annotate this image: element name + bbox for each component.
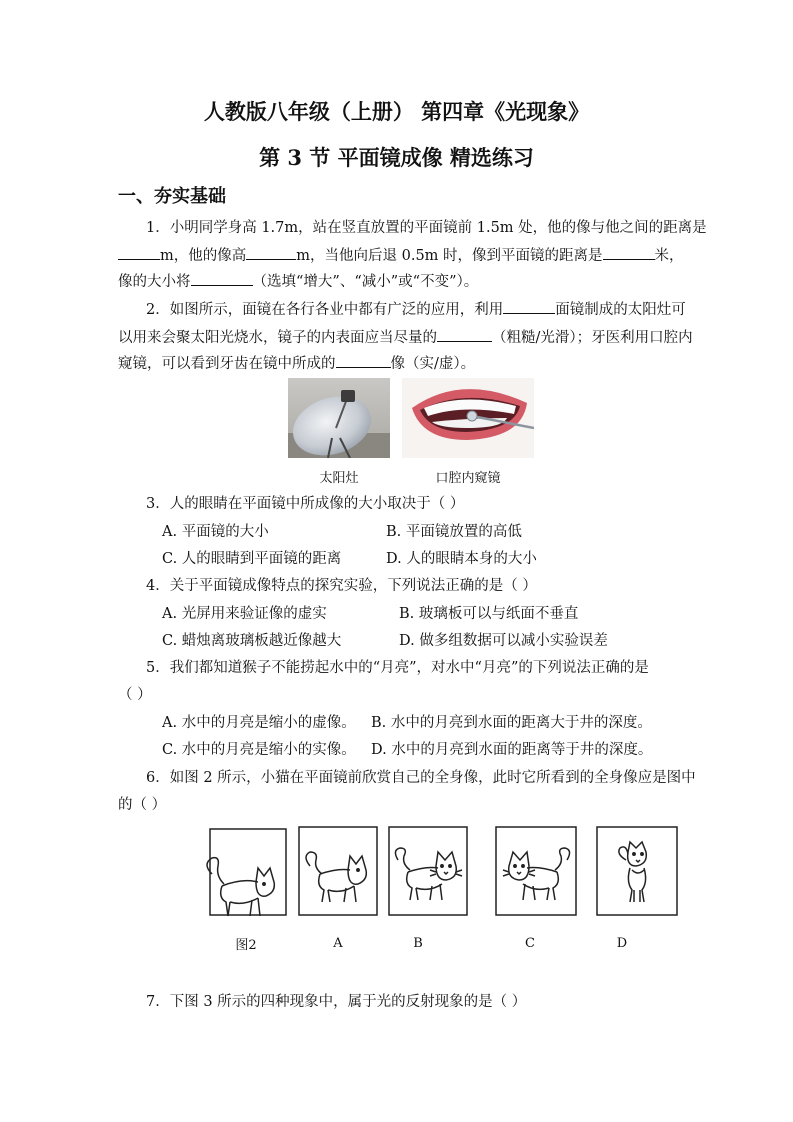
q3-option-d[interactable]: D. 人的眼睛本身的大小 <box>386 551 537 567</box>
q3-option-c[interactable]: C. 人的眼睛到平面镜的距离 <box>162 551 342 567</box>
page-title: 人教版八年级（上册） 第四章《光现象》 <box>203 99 590 124</box>
option-b-image[interactable] <box>388 826 468 918</box>
answer-blank[interactable] <box>437 327 492 342</box>
q3-option-a[interactable]: A. 平面镜的大小 <box>162 524 269 540</box>
q4-option-c[interactable]: C. 蜡烛离玻璃板越近像越大 <box>162 633 342 649</box>
answer-blank[interactable] <box>191 271 253 286</box>
q5-option-d[interactable]: D. 水中的月亮到水面的距离等于井的深度。 <box>371 742 653 758</box>
option-c-label[interactable]: C <box>525 936 535 951</box>
q2-line1: 2．如图所示，面镜在各行各业中都有广泛的应用，利用 面镜制成的太阳灶可 <box>146 298 686 319</box>
option-b-label[interactable]: B <box>413 936 423 951</box>
q2-line2: 以用来会聚太阳光烧水，镜子的内表面应当尽量的 （粗糙/光滑）；牙医利用口腔内 <box>118 326 693 347</box>
option-a-label[interactable]: A <box>333 936 343 951</box>
q7-stem: 7．下图 3 所示的四种现象中，属于光的反射现象的是（ ） <box>146 994 527 1010</box>
q5-stem: 5．我们都知道猴子不能捞起水中的“月亮”，对水中“月亮”的下列说法正确的是 <box>146 660 649 676</box>
q5-stem-bracket: （ ） <box>118 687 152 703</box>
q4-option-b[interactable]: B. 玻璃板可以与纸面不垂直 <box>399 606 579 622</box>
q5-option-b[interactable]: B. 水中的月亮到水面的距离大于井的深度。 <box>371 715 652 731</box>
answer-blank[interactable] <box>118 245 160 260</box>
q5-option-a[interactable]: A. 水中的月亮是缩小的虚像。 <box>162 715 356 731</box>
answer-blank[interactable] <box>336 353 391 368</box>
q5-option-c[interactable]: C. 水中的月亮是缩小的实像。 <box>162 742 356 758</box>
q3-stem: 3．人的眼睛在平面镜中所成像的大小取决于（ ） <box>146 496 465 512</box>
answer-blank[interactable] <box>246 245 296 260</box>
option-d-label[interactable]: D <box>616 936 628 951</box>
figure2-label: 图2 <box>235 938 257 953</box>
q1-line3: 像的大小将 （选填“增大”、“减小”或“不变”）。 <box>118 270 478 291</box>
q4-option-a[interactable]: A. 光屏用来验证像的虚实 <box>162 606 327 622</box>
figure2-mirror-cat <box>200 826 300 926</box>
q3-option-b[interactable]: B. 平面镜放置的高低 <box>386 524 522 540</box>
section-subtitle: 第 3 节 平面镜成像 精选练习 <box>259 145 534 170</box>
option-d-image[interactable] <box>596 826 678 918</box>
q1-line1: 1．小明同学身高 1.7m，站在竖直放置的平面镜前 1.5m 处，他的像与他之间的距离是 <box>146 220 707 236</box>
caption-solar-cooker: 太阳灶 <box>319 471 359 486</box>
q4-stem: 4．关于平面镜成像特点的探究实验，下列说法正确的是（ ） <box>146 578 537 594</box>
q6-stem: 6．如图 2 所示，小猫在平面镜前欣赏自己的全身像，此时它所看到的全身像应是图中 <box>146 770 696 786</box>
q6-stem-bracket: 的（ ） <box>118 797 167 813</box>
q2-line3: 窥镜，可以看到牙齿在镜中所成的 像（实/虚）。 <box>118 352 475 373</box>
answer-blank[interactable] <box>503 299 555 314</box>
option-a-image[interactable] <box>298 826 378 918</box>
q4-option-d[interactable]: D. 做多组数据可以减小实验误差 <box>399 633 608 649</box>
q1-line2: m，他的像高 m，当他向后退 0.5m 时，像到平面镜的距离是 米， <box>118 244 684 265</box>
caption-dental-mirror: 口腔内窥镜 <box>435 471 501 486</box>
option-c-image[interactable] <box>495 826 577 918</box>
solar-cooker-image <box>288 378 390 458</box>
answer-blank[interactable] <box>603 245 655 260</box>
section-heading: 一、夯实基础 <box>118 186 226 207</box>
dental-mirror-image <box>402 378 534 458</box>
